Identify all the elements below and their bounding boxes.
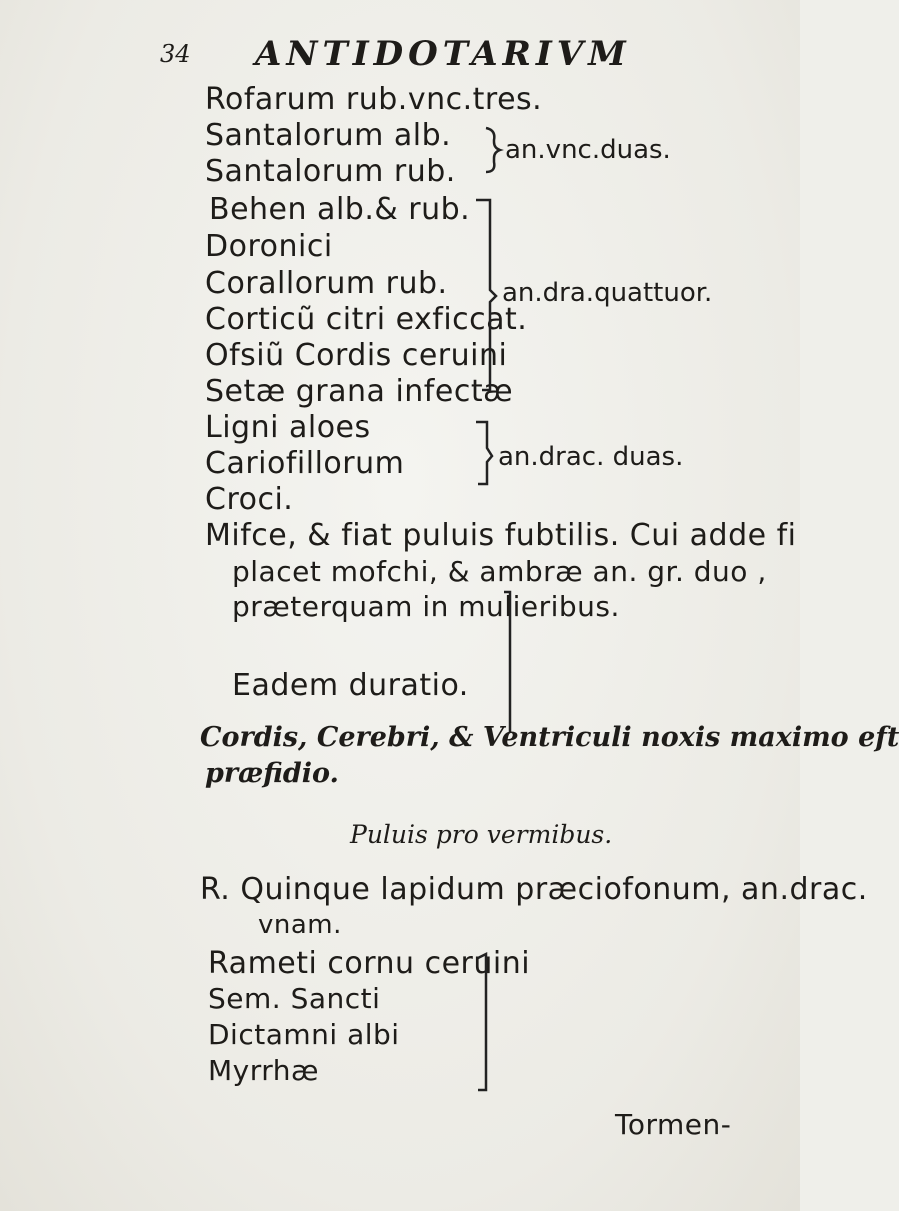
recipe-line: Behen alb.& rub.	[209, 192, 471, 227]
recipe-line: Doronici	[205, 229, 333, 264]
description-line: Cordis, Cerebri, & Ventriculi noxis maximo eft	[200, 722, 899, 753]
section-title: Puluis pro vermibus.	[350, 820, 613, 849]
recipe-line: Santalorum alb.	[205, 118, 452, 153]
catchword: Tormen-	[615, 1108, 732, 1141]
recipe-line: Corallorum rub.	[205, 266, 448, 301]
recipe-line: Rofarum rub.vnc.tres.	[205, 82, 543, 117]
recipe-line: Setæ grana infectæ	[205, 374, 514, 409]
bracket-recipe2-group	[478, 954, 486, 1090]
recipe2-line: R. Quinque lapidum præciofonum, an.drac.	[200, 872, 868, 907]
recipe2-item: Sem. Sancti	[208, 982, 381, 1015]
instruction-line: Mifce, & fiat puluis fubtilis. Cui adde fi	[205, 518, 797, 553]
page-number: 34	[160, 40, 191, 68]
recipe-line: Santalorum rub.	[205, 154, 456, 189]
recipe2-item: Rameti cornu ceruini	[208, 946, 531, 981]
recipe2-item: Myrrhæ	[208, 1054, 320, 1087]
recipe-line: Cariofillorum	[205, 446, 405, 481]
description-line: præfidio.	[205, 758, 339, 789]
recipe-line: Croci.	[205, 482, 294, 517]
instruction-line: placet mofchi, & ambræ an. gr. duo ,	[232, 555, 767, 588]
dose-behen-group: an.dra.quattuor.	[502, 278, 713, 308]
running-title: ANTIDOTARIVM	[255, 34, 631, 74]
recipe2-item: Dictamni albi	[208, 1018, 400, 1051]
recipe-line: Ligni aloes	[205, 410, 371, 445]
dose-santalorum: an.vnc.duas.	[505, 135, 671, 165]
recipe2-line: vnam.	[258, 910, 342, 940]
duration-note: Eadem duratio.	[232, 668, 469, 703]
recipe-line: Corticũ citri exficcat.	[205, 302, 528, 337]
instruction-line: præterquam in mulieribus.	[232, 590, 620, 623]
recipe-line: Ofsiũ Cordis ceruini	[205, 338, 508, 373]
dose-ligni-group: an.drac. duas.	[498, 442, 684, 472]
